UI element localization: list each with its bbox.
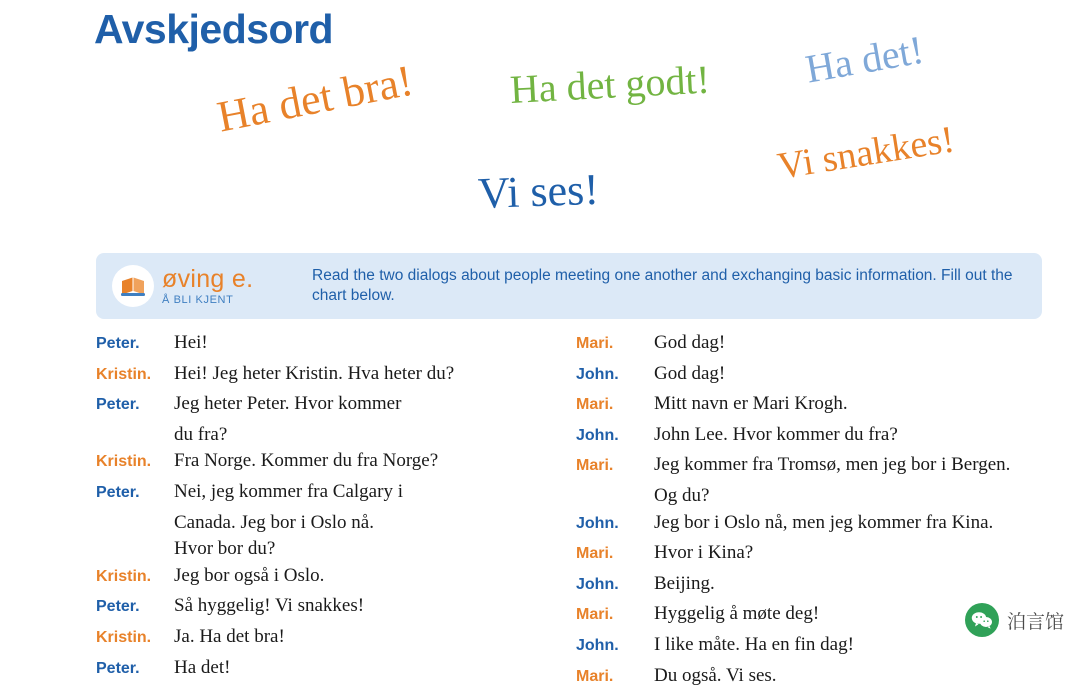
phrase-vi-ses: Vi ses! xyxy=(477,164,600,218)
dialog-text: Jeg bor også i Oslo. xyxy=(174,564,325,586)
dialog-line xyxy=(96,479,576,507)
exercise-sublabel: Å BLI KJENT xyxy=(162,293,234,306)
exercise-instructions: Read the two dialogs about people meeting one another and exchanging basic information. Fill out the chart below. xyxy=(312,266,1013,304)
dialog-text: God dag! xyxy=(654,332,726,353)
speaker-name: Peter. xyxy=(96,335,140,352)
dialog-text: Hei! Jeg heter Kristin. Hva heter du? xyxy=(174,362,455,384)
dialog-text: Du også. Vi ses. xyxy=(654,664,777,686)
exercise-banner xyxy=(96,253,1042,319)
dialog-text: Beijing. xyxy=(654,572,715,594)
dialog-text: Jeg bor i Oslo nå, men jeg kommer fra Kina. xyxy=(654,511,994,533)
speaker-name: John. xyxy=(576,575,619,593)
page-title: Avskjedsord xyxy=(94,6,334,52)
dialog-text: Ha det! xyxy=(174,656,231,678)
speaker-name: Kristin. xyxy=(96,365,152,383)
dialog-line xyxy=(576,422,1056,450)
phrase-ha-det-bra: Ha det bra! xyxy=(213,55,417,142)
speaker-name: Peter. xyxy=(96,396,140,414)
dialog-line xyxy=(576,391,1056,419)
dialog-text: Nei, jeg kommer fra Calgary i xyxy=(174,480,403,502)
dialog-text: I like måte. Ha en fin dag! xyxy=(654,633,854,655)
dialog-text: Fra Norge. Kommer du fra Norge? xyxy=(174,450,439,472)
dialog-line xyxy=(96,361,576,389)
dialog-text: Så hyggelig! Vi snakkes! xyxy=(174,595,365,617)
speaker-name: Kristin. xyxy=(96,628,152,646)
banner-label xyxy=(162,266,312,305)
speaker-name: John. xyxy=(576,514,619,532)
dialog-text: Ja. Ha det bra! xyxy=(174,625,285,647)
dialog-line xyxy=(96,330,576,358)
speaker-name: Mari. xyxy=(576,545,614,563)
speaker-name: Mari. xyxy=(576,335,614,352)
dialog-line xyxy=(576,540,1056,568)
speaker-name: Mari. xyxy=(576,457,614,475)
dialog-line xyxy=(96,563,576,591)
dialog-line xyxy=(576,663,1056,691)
speaker-name: Mari. xyxy=(576,667,614,685)
dialog-line xyxy=(576,361,1056,389)
phrase-ha-det-godt: Ha det godt! xyxy=(508,56,711,112)
dialog-text-continued: Canada. Jeg bor i Oslo nå. xyxy=(174,511,374,533)
book-icon xyxy=(112,265,154,307)
watermark xyxy=(965,603,1064,637)
dialog-text: Jeg heter Peter. Hvor kommer xyxy=(174,393,402,415)
banner-icon-wrap xyxy=(104,265,162,307)
dialog-text: John Lee. Hvor kommer du fra? xyxy=(654,423,898,445)
speaker-name: Kristin. xyxy=(96,567,152,585)
dialogs-container xyxy=(96,330,1056,693)
dialog-text-continued: du fra? xyxy=(174,423,228,445)
speaker-name: John. xyxy=(576,636,619,654)
wechat-logo-icon xyxy=(965,603,999,637)
dialog-column-left xyxy=(96,330,576,693)
dialog-text: Jeg kommer fra Tromsø, men jeg bor i Bergen. xyxy=(654,454,1011,476)
speaker-name: Peter. xyxy=(96,483,140,501)
speaker-name: John. xyxy=(576,426,619,444)
phrase-ha-det: Ha det! xyxy=(802,26,927,92)
dialog-line xyxy=(576,571,1056,599)
dialog-line xyxy=(576,452,1056,480)
dialog-text: Hyggelig å møte deg! xyxy=(654,603,820,625)
dialog-line xyxy=(96,391,576,419)
exercise-label: øving e. xyxy=(162,265,254,294)
dialog-text: Hvor i Kina? xyxy=(654,542,754,564)
dialog-line xyxy=(576,330,1056,358)
dialog-line xyxy=(576,510,1056,538)
dialog-column-right xyxy=(576,330,1056,693)
watermark-text: 泊言馆 xyxy=(1006,611,1064,633)
speaker-name: John. xyxy=(576,365,619,383)
dialog-text: God dag! xyxy=(654,362,726,384)
speaker-name: Peter. xyxy=(96,598,140,616)
speaker-name: Kristin. xyxy=(96,453,152,471)
dialog-line xyxy=(96,624,576,652)
dialog-line xyxy=(96,593,576,621)
dialog-line xyxy=(96,655,576,683)
speaker-name: Mari. xyxy=(576,606,614,624)
dialog-text: Mitt navn er Mari Krogh. xyxy=(654,393,848,415)
dialog-line xyxy=(96,448,576,476)
dialog-text-continued: Og du? xyxy=(654,484,710,506)
dialog-text-continued: Hvor bor du? xyxy=(174,538,276,560)
dialog-text: Hei! xyxy=(174,332,208,353)
speaker-name: Peter. xyxy=(96,659,140,677)
speaker-name: Mari. xyxy=(576,396,614,414)
phrase-vi-snakkes: Vi snakkes! xyxy=(774,118,958,188)
